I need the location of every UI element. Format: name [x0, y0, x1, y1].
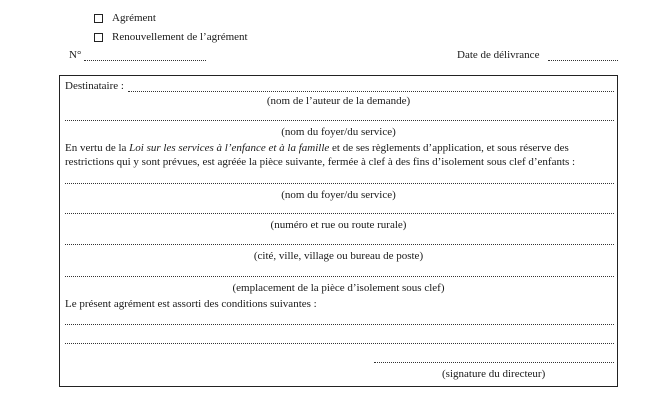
issue-date-field[interactable] — [548, 60, 618, 61]
room-location-caption: (emplacement de la pièce d’isolement sous clef) — [232, 282, 445, 294]
signature-caption: (signature du directeur) — [442, 368, 546, 380]
conditions-label: Le présent agrément est assorti des conditions suivantes : — [65, 298, 317, 310]
approval-form-box — [59, 75, 618, 387]
renouvellement-checkbox[interactable] — [94, 33, 103, 42]
conditions-field-2[interactable] — [65, 343, 614, 344]
para-text-end: et de ses règlements d’application, et sous réserve des — [329, 142, 569, 154]
street-field[interactable] — [65, 213, 614, 214]
street-caption: (numéro et rue ou route rurale) — [270, 219, 407, 231]
law-paragraph-line-2: restrictions qui y sont prévues, est agréée la pièce suivante, fermée à clef à des fins d’isolement sous clef d’enfants : — [65, 156, 576, 168]
agrement-label: Agrément — [112, 12, 156, 24]
conditions-field-1[interactable] — [65, 324, 614, 325]
signature-field[interactable] — [374, 362, 614, 363]
agrement-checkbox[interactable] — [94, 14, 103, 23]
facility-name-field-2[interactable] — [65, 183, 614, 184]
facility-name-field-1[interactable] — [65, 120, 614, 121]
city-caption: (cité, ville, village ou bureau de poste) — [253, 250, 424, 262]
city-field[interactable] — [65, 244, 614, 245]
para-text-start: En vertu de la — [65, 142, 130, 154]
requester-caption: (nom de l’auteur de la demande) — [266, 95, 411, 107]
facility-caption-1: (nom du foyer/du service) — [281, 126, 396, 138]
renouvellement-label: Renouvellement de l’agrément — [112, 31, 248, 43]
law-paragraph-line-1 — [65, 142, 569, 154]
recipient-label: Destinataire : — [65, 80, 124, 92]
room-location-field[interactable] — [65, 276, 614, 277]
number-label: N° — [69, 49, 82, 61]
recipient-field[interactable] — [128, 91, 614, 92]
law-title: Loi sur les services à l’enfance et à la famille — [129, 142, 330, 154]
issue-date-label: Date de délivrance — [457, 49, 540, 61]
facility-caption-2: (nom du foyer/du service) — [281, 189, 396, 201]
number-field[interactable] — [84, 60, 206, 61]
